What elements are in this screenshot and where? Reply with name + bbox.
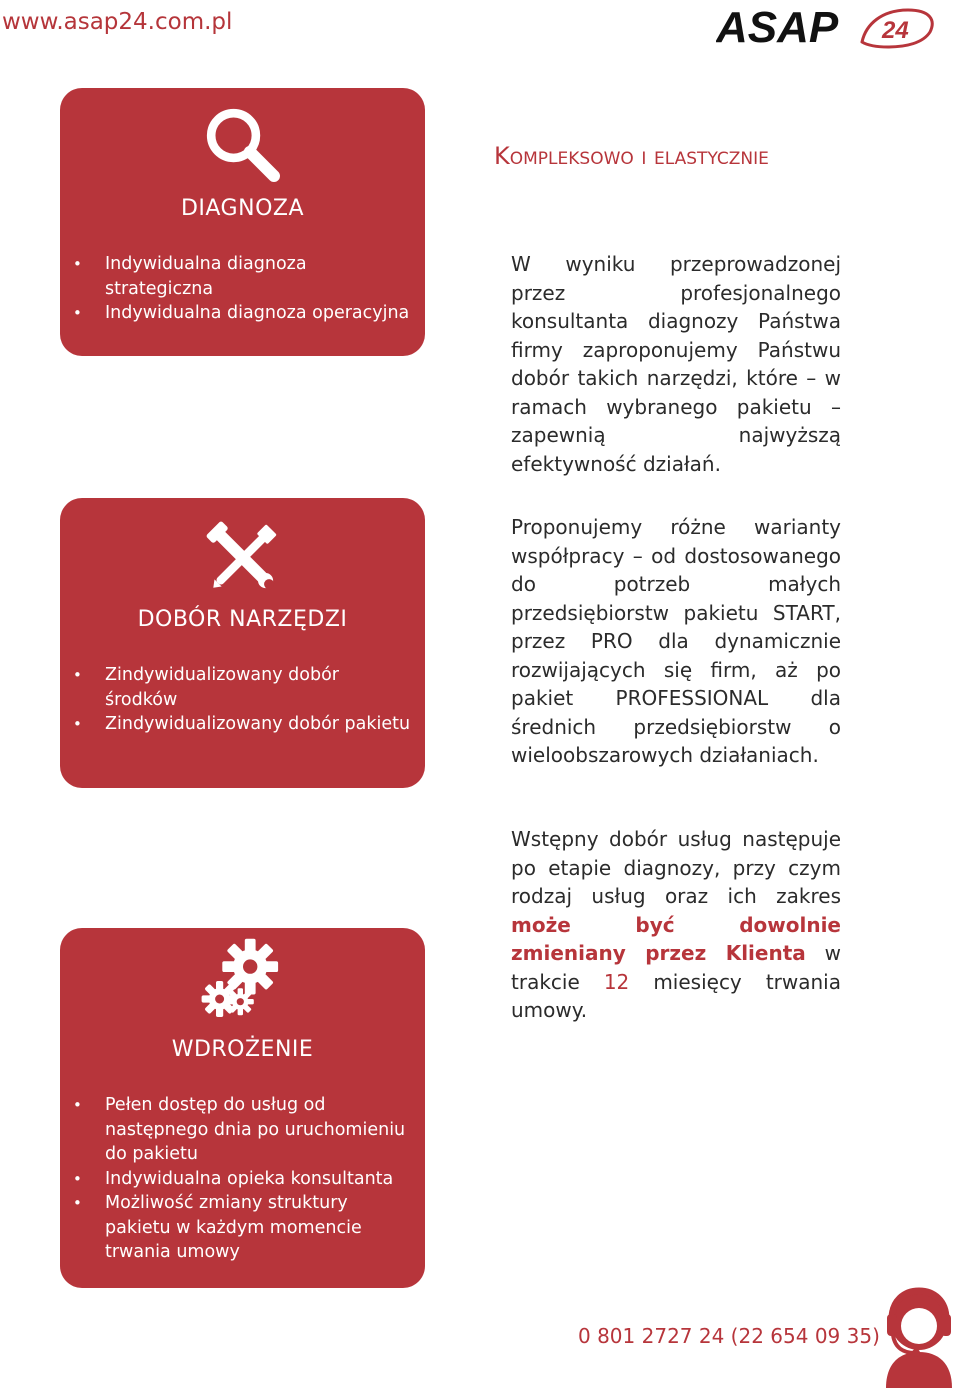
service-selection-description xyxy=(511,825,841,1025)
service-selection-text-1: Wstępny dobór usług następuje po etapie diagnozy, przy czym rodzaj usług oraz ich zakres xyxy=(511,827,841,908)
logo-text-asap: ASAP xyxy=(716,3,839,50)
dobor-narzedzi-title: DOBÓR NARZĘDZI xyxy=(137,607,348,632)
support-headset-icon xyxy=(878,1283,960,1388)
phone-number[interactable]: 0 801 2727 24 (22 654 09 35) xyxy=(578,1324,880,1348)
diagnoza-bullet-operational: • Indywidualna diagnoza operacyjna xyxy=(60,301,425,326)
wdrozenie-bullets xyxy=(60,1093,425,1265)
dobor-bullet-resources: • Zindywidualizowany dobór środków xyxy=(60,663,425,712)
wdrozenie-bullet-consultant: • Indywidualna opieka konsultanta xyxy=(60,1167,425,1192)
website-url[interactable]: www.asap24.com.pl xyxy=(2,9,233,35)
diagnoza-title: DIAGNOZA xyxy=(180,196,305,221)
service-selection-text-3: miesięcy trwania umowy. xyxy=(511,969,841,1022)
logo-text-24: 24 xyxy=(882,17,909,44)
diagnoza-bullet-strategic: • Indywidualna diagnoza strategiczna xyxy=(60,252,425,301)
diagnosis-description: W wyniku przeprowadzonej przez profesjonalnego konsultanta diagnozy Państwa firmy zaproponujemy Państwu dobór takich narzędzi, które – w ramach wybranego pakietu – zapewnią najwyższą efektywność działań. xyxy=(511,252,841,476)
diagnoza-bullets xyxy=(60,252,425,326)
service-selection-text-2: w trakcie xyxy=(511,941,841,994)
wdrozenie-title: WDROŻENIE xyxy=(171,1037,314,1062)
asap24-logo xyxy=(716,2,936,50)
dobor-narzedzi-card xyxy=(60,498,425,788)
dobor-narzedzi-bullets xyxy=(60,663,425,737)
dobor-bullet-package: • Zindywidualizowany dobór pakietu xyxy=(60,712,425,737)
tools-icon xyxy=(201,516,285,600)
kompleksowo-heading: Kompleksowo i elastycznie xyxy=(494,142,769,170)
diagnoza-card xyxy=(60,88,425,356)
service-selection-emphasis: może być dowolnie zmieniany przez Klienta xyxy=(511,912,841,965)
wdrozenie-bullet-structure: • Możliwość zmiany struktury pakietu w każdym momencie trwania umowy xyxy=(60,1191,425,1265)
wdrozenie-card xyxy=(60,928,425,1288)
gears-icon xyxy=(198,936,288,1026)
wdrozenie-bullet-access: • Pełen dostęp do usług od następnego dnia po uruchomieniu do pakietu xyxy=(60,1093,425,1167)
contract-months-number: 12 xyxy=(603,969,630,994)
magnifier-icon xyxy=(200,102,286,188)
packages-description: Proponujemy różne warianty współpracy – od dostosowanego do potrzeb małych przedsiębiorstw pakietu START, przez PRO dla dynamicznie rozwijających się firm, aż po pakiet PROFESSIONAL dla średnich przedsiębiorstw o wieloobszarowych działaniach. xyxy=(511,515,841,767)
